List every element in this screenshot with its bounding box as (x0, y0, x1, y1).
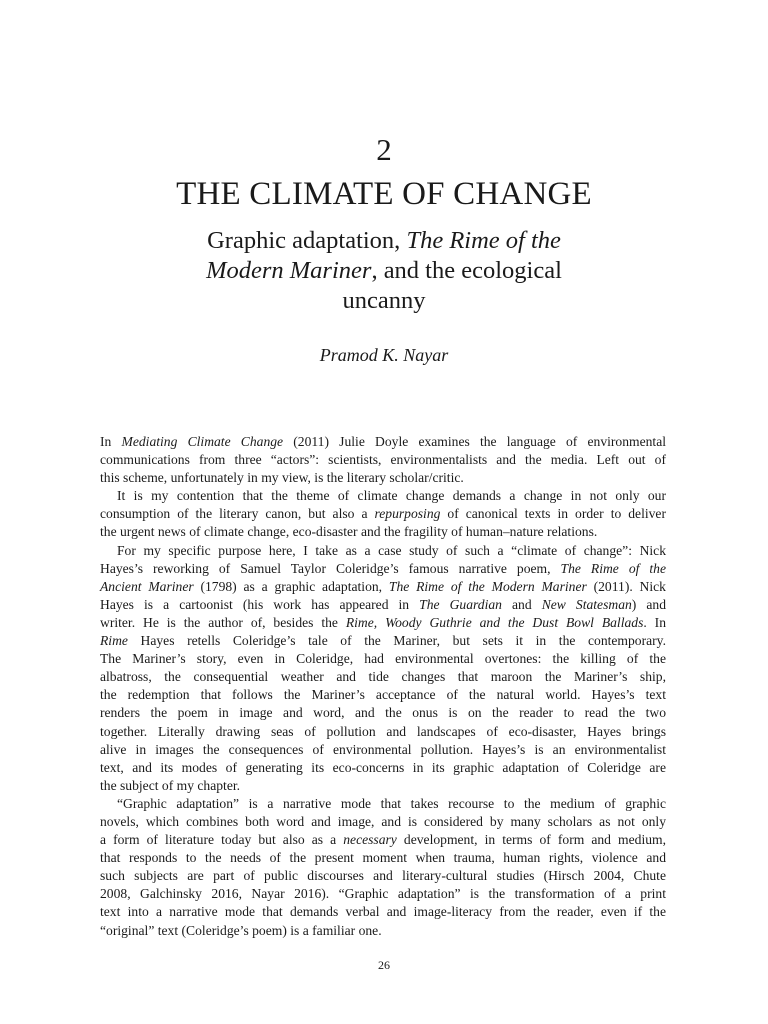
text-run: text into a narrative mode that demands verbal and image-literacy from the reader, even if the (100, 904, 666, 920)
subtitle-italic: Modern Mariner (206, 257, 372, 284)
text-line (100, 433, 666, 451)
text-run: writer. He is the author of, besides the (100, 614, 346, 630)
chapter-number: 2 (376, 132, 392, 167)
text-line (100, 849, 666, 867)
text-run: development, in terms of form and medium, (396, 832, 666, 848)
text-line (100, 505, 666, 523)
text-run: “original” text (Coleridge’s poem) is a familiar one. (100, 922, 382, 938)
text-line (100, 831, 666, 849)
paragraph-4 (100, 795, 666, 940)
chapter-body (100, 433, 666, 940)
text-run: (2011). Nick (586, 578, 666, 594)
text-run: In (100, 434, 122, 449)
text-run: together. Literally drawing seas of pollution and landscapes of eco-disaster, Hayes brings (100, 723, 666, 739)
text-run: “Graphic adaptation” is a narrative mode that takes recourse to the medium of graphic (117, 795, 666, 811)
text-run: 2008, Galchinsky 2016, Nayar 2016). “Graphic adaptation” is the transformation of a print (100, 886, 666, 902)
italic-run: Rime, Woody Guthrie and the Dust Bowl Ballads (345, 614, 644, 630)
text-line (100, 578, 666, 596)
chapter-title: THE CLIMATE OF CHANGE (176, 176, 592, 212)
italic-run: repurposing (374, 506, 441, 522)
subtitle-text: , and the ecological (371, 257, 562, 284)
text-line (100, 632, 666, 650)
text-run: (1798) as a graphic adaptation, (193, 578, 389, 594)
text-line (100, 614, 666, 632)
text-run: text, and its modes of generating its eco-concerns in its graphic adaptation of Coleridge are (100, 759, 666, 775)
text-line (100, 723, 666, 741)
text-run: The Mariner’s story, even in Coleridge, had environmental overtones: the killing of the (100, 651, 666, 667)
text-run: consumption of the literary canon, but also a (100, 506, 375, 522)
text-line (100, 903, 666, 921)
subtitle-line-2 (140, 256, 628, 286)
text-run: ) and (631, 596, 666, 612)
text-run: the urgent news of climate change, eco-disaster and the fragility of human–nature relations. (100, 524, 598, 540)
text-run: the redemption that follows the Mariner’s acceptance of the natural world. Hayes’s text (100, 687, 666, 703)
author-name: Pramod K. Nayar (319, 345, 449, 365)
paragraph-1 (100, 433, 666, 487)
subtitle-line-3: uncanny (342, 287, 426, 314)
text-line (100, 487, 666, 505)
text-run: and (501, 596, 542, 612)
italic-run: Rime (100, 633, 128, 649)
text-run: Hayes’s reworking of Samuel Taylor Coleridge’s famous narrative poem, (100, 560, 561, 576)
text-run: It is my contention that the theme of climate change demands a change in not only our (117, 488, 666, 504)
text-line (100, 542, 666, 560)
subtitle-line-1 (140, 226, 628, 256)
text-run: . In (643, 614, 666, 630)
text-run: of canonical texts in order to deliver (440, 506, 666, 522)
text-line (100, 560, 666, 578)
italic-run: The Rime of the Modern Mariner (388, 578, 587, 594)
italic-run: necessary (343, 832, 397, 848)
text-line (100, 668, 666, 686)
text-line (100, 922, 666, 940)
text-line (100, 885, 666, 903)
chapter-subtitle (140, 226, 628, 316)
subtitle-italic: The Rime of the (406, 227, 561, 254)
text-run: Hayes is a cartoonist (his work has appeared in (100, 596, 420, 612)
text-run: For my specific purpose here, I take as a case study of such a “climate of change”: Nick (117, 542, 666, 558)
subtitle-text: Graphic adaptation, (207, 227, 407, 254)
text-line (100, 867, 666, 885)
italic-run: The Rime of the (560, 560, 666, 576)
text-line (100, 451, 666, 469)
text-run: this scheme, unfortunately in my view, is the literary scholar/critic. (100, 470, 464, 486)
text-run: communications from three “actors”: scientists, environmentalists and the media. Left out of (100, 452, 666, 468)
italic-run: Ancient Mariner (100, 578, 194, 594)
text-line (100, 596, 666, 614)
text-line (100, 795, 666, 813)
text-run: such subjects are part of public discourses and literary-cultural studies (Hirsch 2004, Chute (100, 868, 666, 884)
text-line (100, 759, 666, 777)
text-line (100, 777, 666, 795)
text-run: that responds to the needs of the present moment when trauma, human rights, violence and (100, 850, 666, 866)
text-line (100, 813, 666, 831)
text-run: a form of literature today but also as a (100, 832, 344, 848)
italic-run: New Statesman (541, 596, 632, 612)
text-line (100, 650, 666, 668)
text-line (100, 469, 666, 487)
text-line (100, 741, 666, 759)
text-run: (2011) Julie Doyle examines the language of environmental (283, 434, 666, 449)
text-line (100, 704, 666, 722)
page-number: 26 (378, 958, 390, 972)
text-run: novels, which combines both word and image, and is considered by many scholars as not only (100, 813, 666, 829)
text-run: the subject of my chapter. (100, 777, 241, 793)
italic-run: The Guardian (419, 596, 502, 612)
paragraph-3 (100, 542, 666, 795)
text-run: alive in images the consequences of environmental pollution. Hayes’s is an environmentalist (100, 741, 666, 757)
italic-run: Mediating Climate Change (121, 434, 284, 449)
text-run: Hayes retells Coleridge’s tale of the Mariner, but sets it in the contemporary. (127, 633, 666, 649)
text-line (100, 686, 666, 704)
text-line (100, 523, 666, 541)
paragraph-2 (100, 487, 666, 541)
text-run: renders the poem in image and word, and the onus is on the reader to read the two (100, 705, 666, 721)
text-run: albatross, the consequential weather and tide changes that maroon the Mariner’s ship, (100, 669, 666, 685)
